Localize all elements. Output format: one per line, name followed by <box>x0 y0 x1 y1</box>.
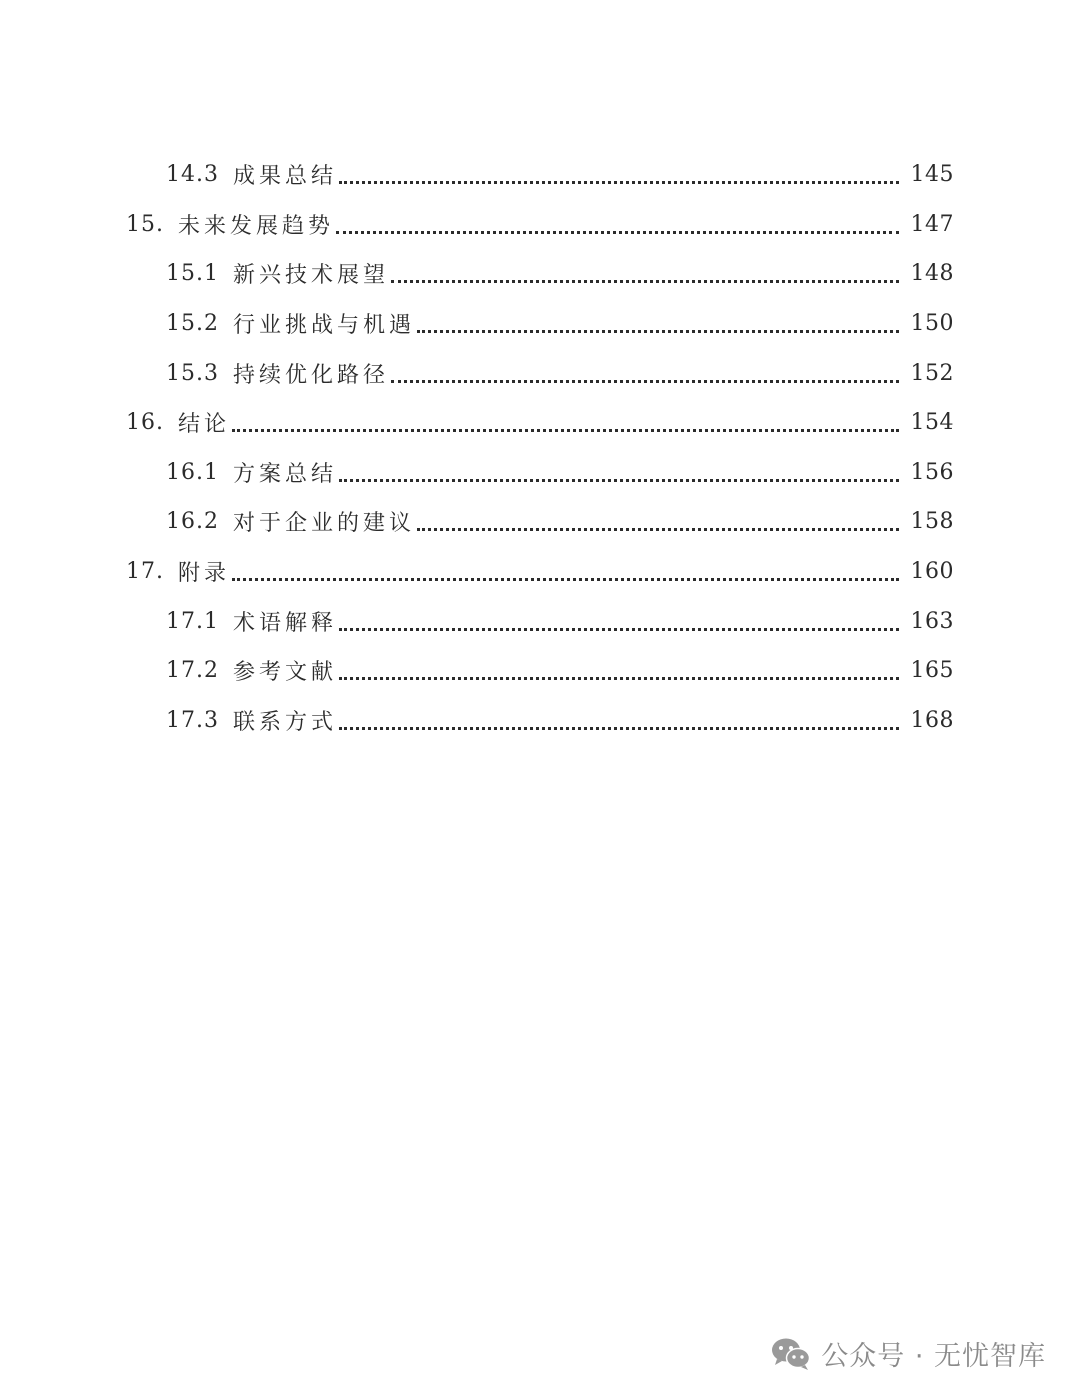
toc-entry-page: 168 <box>910 707 954 733</box>
toc-entry-number: 17.2 <box>166 658 219 684</box>
toc-dot-leader <box>339 479 899 482</box>
toc-entry-page: 148 <box>910 261 954 287</box>
toc-dot-leader <box>339 628 899 631</box>
toc-entry-title: 结论 <box>178 412 231 438</box>
toc-entry[interactable] <box>0 596 1080 646</box>
toc-entry[interactable] <box>0 646 1080 696</box>
toc-entry-page: 150 <box>910 311 954 337</box>
toc-dot-leader <box>339 677 899 680</box>
toc-entry[interactable] <box>0 249 1080 299</box>
toc-dot-leader <box>391 280 899 283</box>
toc-dot-leader <box>417 528 899 531</box>
table-of-contents <box>0 150 1080 745</box>
toc-entry[interactable] <box>0 348 1080 398</box>
toc-entry-page: 152 <box>910 360 954 386</box>
toc-entry-title: 术语解释 <box>232 610 337 636</box>
toc-dot-leader <box>232 578 898 581</box>
toc-entry[interactable] <box>0 448 1080 498</box>
toc-entry-number: 17. <box>126 559 164 585</box>
toc-entry-page: 165 <box>910 658 954 684</box>
toc-entry[interactable] <box>0 200 1080 250</box>
toc-entry-title: 未来发展趋势 <box>178 213 335 239</box>
toc-entry[interactable] <box>0 547 1080 597</box>
toc-entry-title: 持续优化路径 <box>232 362 389 388</box>
toc-entry-page: 163 <box>910 608 954 634</box>
toc-entry-title: 对于企业的建议 <box>232 511 415 537</box>
toc-entry-number: 16. <box>126 410 164 436</box>
toc-entry-number: 17.3 <box>166 707 219 733</box>
toc-entry[interactable] <box>0 696 1080 746</box>
toc-entry-number: 16.2 <box>166 509 219 535</box>
toc-dot-leader <box>339 727 899 730</box>
toc-entry-number: 16.1 <box>166 459 219 485</box>
toc-entry-title: 附录 <box>178 561 231 587</box>
wechat-icon <box>771 1337 811 1371</box>
toc-entry-page: 160 <box>910 559 954 585</box>
toc-entry-title: 参考文献 <box>232 660 337 686</box>
toc-entry-number: 17.1 <box>166 608 219 634</box>
watermark-text: 公众号 · 无忧智库 <box>821 1341 1046 1372</box>
toc-entry-page: 154 <box>910 410 954 436</box>
toc-entry-page: 147 <box>910 211 954 237</box>
toc-dot-leader <box>417 330 899 333</box>
toc-dot-leader <box>232 429 898 432</box>
toc-entry[interactable] <box>0 497 1080 547</box>
toc-entry-title: 行业挑战与机遇 <box>232 313 415 339</box>
toc-entry-number: 15.3 <box>166 360 219 386</box>
toc-entry-number: 14.3 <box>166 162 219 188</box>
toc-dot-leader <box>339 181 899 184</box>
toc-entry[interactable] <box>0 398 1080 448</box>
toc-entry-title: 联系方式 <box>232 709 337 735</box>
toc-entry-title: 方案总结 <box>232 461 337 487</box>
toc-entry-title: 成果总结 <box>232 164 337 190</box>
toc-entry-page: 145 <box>910 162 954 188</box>
toc-entry-page: 156 <box>910 459 954 485</box>
toc-dot-leader <box>336 231 898 234</box>
toc-entry-number: 15. <box>126 211 164 237</box>
toc-entry-number: 15.1 <box>166 261 219 287</box>
toc-dot-leader <box>391 380 899 383</box>
watermark <box>771 1334 1046 1373</box>
toc-entry-number: 15.2 <box>166 311 219 337</box>
toc-entry[interactable] <box>0 299 1080 349</box>
toc-entry[interactable] <box>0 150 1080 200</box>
toc-entry-title: 新兴技术展望 <box>232 263 389 289</box>
toc-entry-page: 158 <box>910 509 954 535</box>
